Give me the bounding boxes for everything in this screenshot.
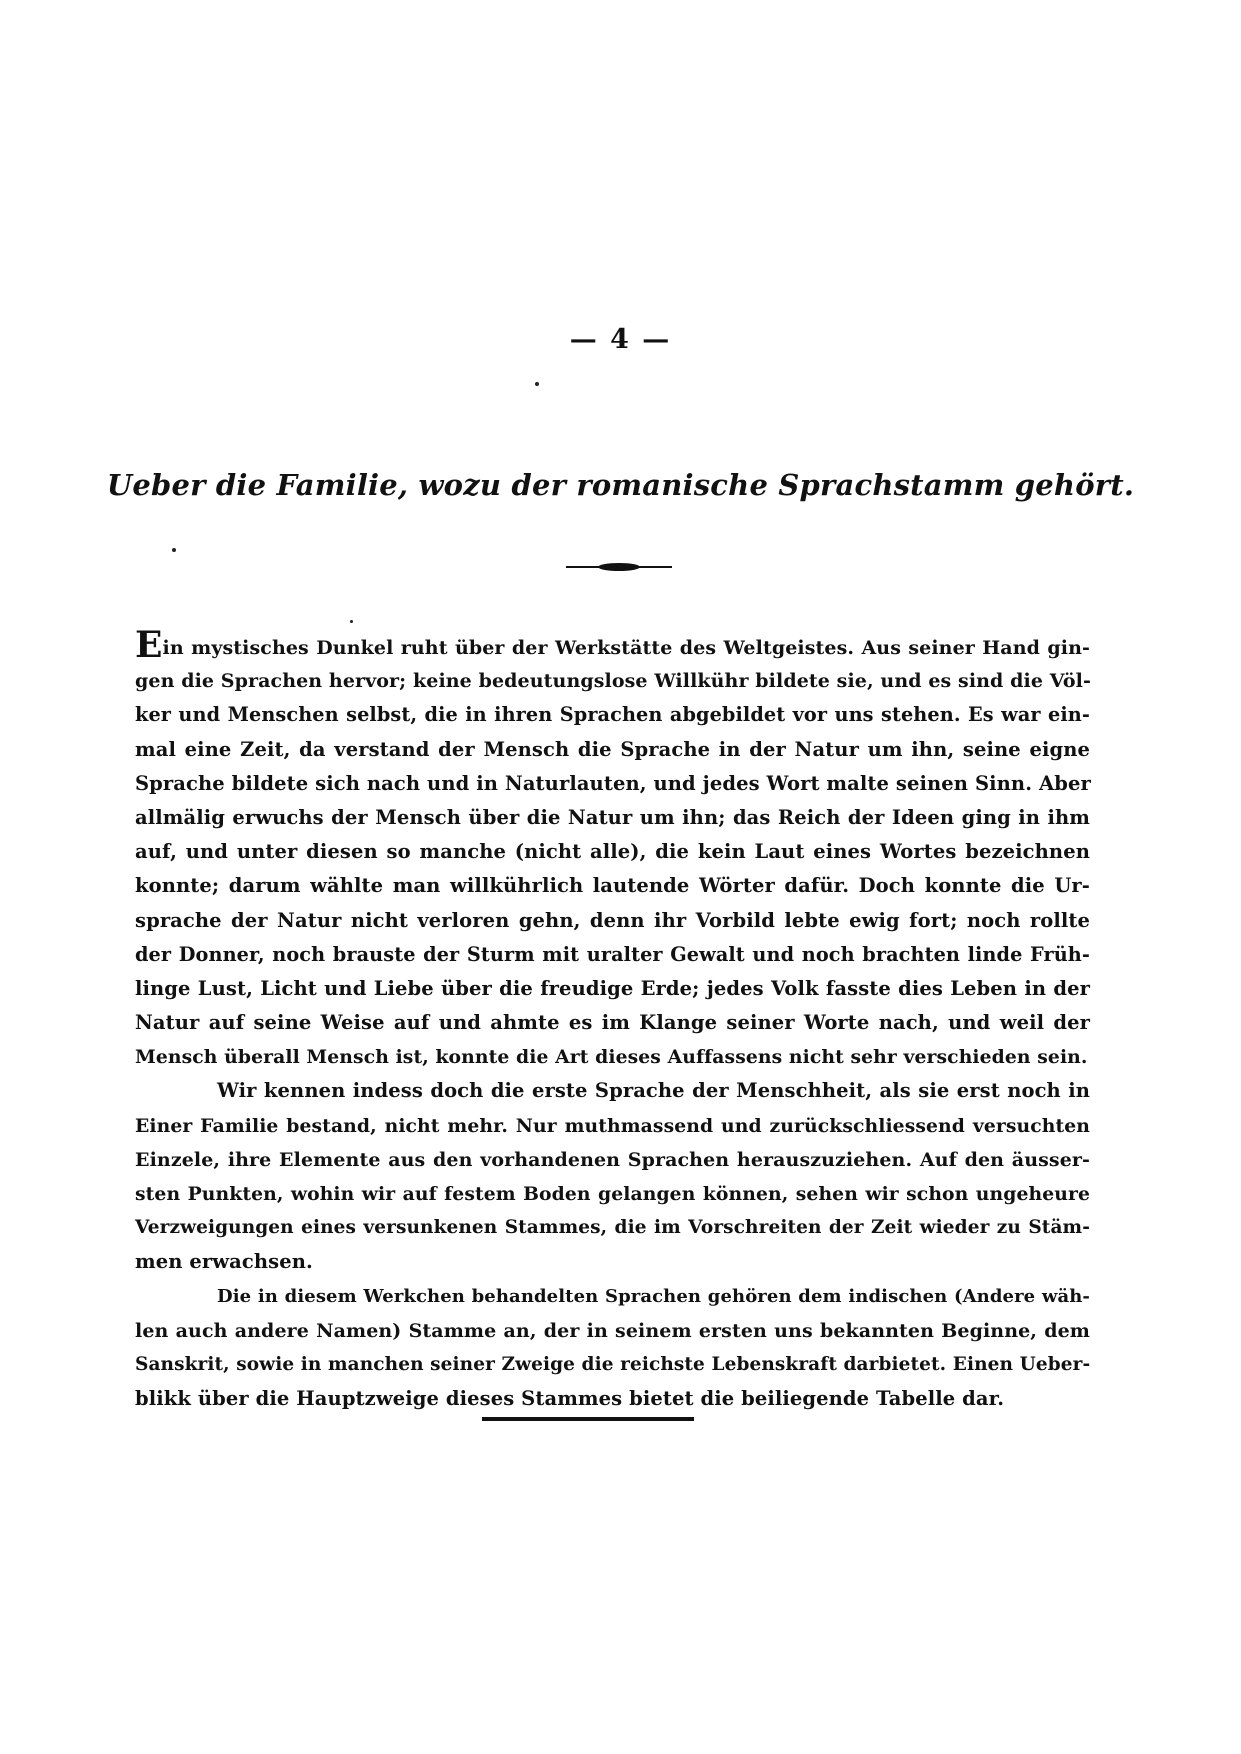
- print-speck: [172, 548, 176, 552]
- text-line: konnte; darum wählte man willkührlich lautende Wörter dafür. Doch konnte die Ur-: [135, 874, 1090, 898]
- text-line: sten Punkten, wohin wir auf festem Boden gelangen können, sehen wir schon ungeheure: [135, 1183, 1090, 1205]
- text-line: men erwachsen.: [135, 1250, 313, 1274]
- text-line: Einzele, ihre Elemente aus den vorhandenen Sprachen herauszuziehen. Auf den äusser-: [135, 1148, 1090, 1171]
- body-text: [135, 624, 1091, 1416]
- text-line: Wir kennen indess doch die erste Sprache der Menschheit, als sie erst noch in: [217, 1079, 1090, 1103]
- text-line: Sprache bildete sich nach und in Naturlauten, und jedes Wort malte seinen Sinn. Aber: [135, 771, 1091, 795]
- text-line: Verzweigungen eines versunkenen Stammes, die im Vorschreiten der Zeit wieder zu Stäm-: [135, 1217, 1090, 1239]
- text-line: Mensch überall Mensch ist, konnte die Art dieses Auffassens nicht sehr verschieden sein.: [135, 1046, 1088, 1069]
- text-line: Die in diesem Werkchen behandelten Sprachen gehören dem indischen (Andere wäh-: [217, 1285, 1090, 1307]
- closing-rule: [482, 1417, 694, 1421]
- text-line: Ein mystisches Dunkel ruht über der Werkstätte des Weltgeistes. Aus seiner Hand gin-: [135, 624, 1090, 666]
- text-line: der Donner, noch brauste der Sturm mit uralter Gewalt und noch brachten linde Früh-: [135, 942, 1090, 966]
- ornamental-rule: [566, 563, 672, 571]
- print-speck: [350, 620, 353, 623]
- section-heading: Ueber die Familie, wozu der romanische Sprachstamm gehört.: [106, 468, 1135, 502]
- drop-cap: E: [135, 624, 163, 666]
- text-line: len auch andere Namen) Stamme an, der in seinem ersten uns bekannten Beginne, dem: [135, 1319, 1090, 1342]
- text-line: gen die Sprachen hervor; keine bedeutungslose Willkühr bildete sie, und es sind die Völ-: [135, 670, 1091, 693]
- text-line: sprache der Natur nicht verloren gehn, denn ihr Vorbild lebte ewig fort; noch rollte: [135, 908, 1090, 932]
- text-line: ker und Menschen selbst, die in ihren Sprachen abgebildet vor uns stehen. Es war ein-: [135, 703, 1090, 727]
- text-line: blikk über die Hauptzweige dieses Stammes bietet die beiliegende Tabelle dar.: [135, 1387, 1005, 1411]
- text-line: linge Lust, Licht und Liebe über die freudige Erde; jedes Volk fasste dies Leben in der: [135, 976, 1090, 1000]
- print-speck: [535, 382, 539, 386]
- text-line: allmälig erwuchs der Mensch über die Natur um ihn; das Reich der Ideen ging in ihm: [135, 805, 1090, 829]
- text-line: Natur auf seine Weise auf und ahmte es im Klange seiner Worte nach, und weil der: [135, 1011, 1090, 1035]
- text-line: auf, und unter diesen so manche (nicht alle), die kein Laut eines Wortes bezeichnen: [135, 840, 1090, 864]
- text-line: Einer Familie bestand, nicht mehr. Nur muthmassend und zurückschliessend versuchten: [135, 1114, 1090, 1137]
- page-number: — 4 —: [569, 324, 672, 355]
- text-line: Sanskrit, sowie in manchen seiner Zweige die reichste Lebenskraft darbietet. Einen Ueber-: [135, 1353, 1091, 1375]
- text-line: mal eine Zeit, da verstand der Mensch die Sprache in der Natur um ihn, seine eigne: [135, 737, 1090, 761]
